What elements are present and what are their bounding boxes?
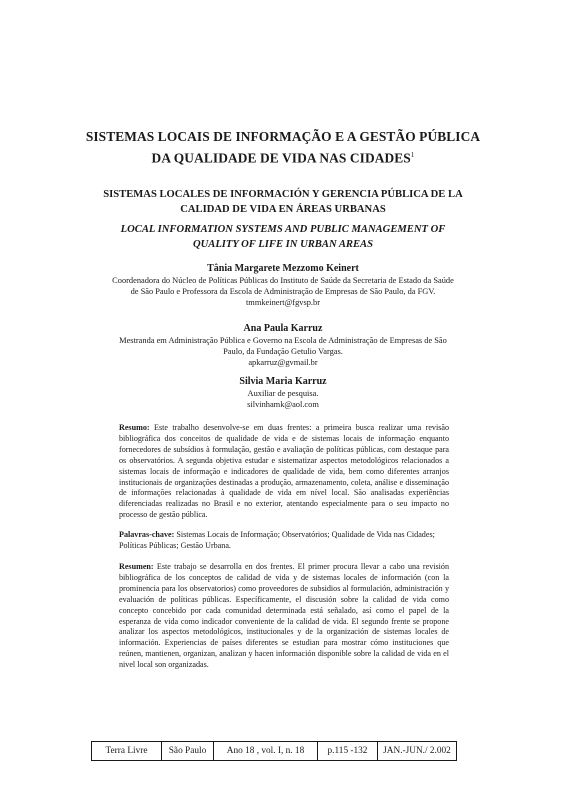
title-line-2: DA QUALIDADE DE VIDA NAS CIDADES$^1$ [151, 150, 415, 166]
journal-name: Terra Livre [92, 742, 162, 760]
author-email: silvinhamk@aol.com [247, 400, 319, 409]
keywords [119, 530, 449, 552]
title-line-1: SISTEMAS LOCAIS DE INFORMAÇÃO E A GESTÃO PÚBLICA [85, 129, 481, 144]
author-1 [100, 262, 466, 308]
journal-info-table [91, 741, 457, 761]
author-2 [100, 322, 466, 368]
author-name: Silvia Maria Karruz [239, 376, 327, 387]
english-title: LOCAL INFORMATION SYSTEMS AND PUBLIC MANAGEMENT OF QUALITY OF LIFE IN URBAN AREAS [120, 224, 446, 250]
author-name: Tânia Margarete Mezzomo Keinert [207, 263, 359, 274]
journal-date: JAN.-JUN./ 2.002 [383, 746, 451, 756]
journal-pages: p.115 -132 [318, 742, 378, 760]
footnote-mark: 1 [410, 151, 415, 159]
author-name: Ana Paula Karruz [243, 323, 323, 334]
author-affiliation: Mestranda em Administração Pública e Governo na Escola de Administração de Empresas de São Paulo, da Fundação Getulio Vargas. apkarruz@gvmail.br [100, 335, 466, 368]
abstract-label: Resumen: [119, 562, 154, 571]
author-3 [100, 375, 466, 410]
journal-city: São Paulo [162, 742, 214, 760]
abstract-label: Resumo: [119, 423, 150, 432]
author-email: tmmkeinert@fgvsp.br [245, 298, 320, 307]
keywords-text: Sistemas Locais de Informação; Observatórios; Qualidade de Vida nas Cidades; Políticas Públicas; Gestão Urbana. [119, 530, 435, 550]
abstract-spanish [119, 562, 449, 671]
abstract-text: Este trabajo se desarrolla en dos frentes. El primer procura llevar a cabo una revisión bibliográfica de los conceptos de calidad de vida y de sistemas locales de información (con la prominencia para los observatorios) como proveedores de subsidios al formulación, administración y evaluación de políticas públicas. Específicamente, el discusión sobre la calidad de vida como concepto concebido por cada comunidad determinada está señalado, así como el papel de la esperanza de vida como indicador conveniente de la calidad de vida. El segundo frente se propone analizar los aspectos metodológicos, institucionales y de la organización de sistemas locales de información. Experiencias de países diferentes se estudian para mostrar cómo instituciones que reúnen, mantienen, organizan, analizan y hacen información disponible sobre la calidad de vida en el nivel local son organizadas. [119, 562, 449, 670]
article-title [60, 127, 506, 167]
keywords-label: Palavras-chave: [119, 530, 175, 539]
abstract-portuguese [119, 423, 449, 521]
author-affiliation: Coordenadora do Núcleo de Políticas Públicas do Instituto de Saúde da Secretaria de Estado da Saúde de São Paulo e Professora da Escola de Administração de Empresas de São Paulo, da FGV. tmmkeinert@fgvsp.br [100, 275, 466, 308]
author-email: apkarruz@gvmail.br [248, 358, 318, 367]
spanish-title: SISTEMAS LOCALES DE INFORMACIÓN Y GERENCIA PÚBLICA DE LA CALIDAD DE VIDA EN ÁREAS URBANAS [103, 189, 463, 215]
author-affiliation: Auxiliar de pesquisa. silvinhamk@aol.com [100, 388, 466, 410]
abstract-text: Este trabalho desenvolve-se em duas frentes: a primeira busca realizar uma revisão bibliográfica dos conceitos de qualidade de vida e de sistemas locais de informação enquanto fornecedores de subsídios à formulação, gestão e avaliação de políticas públicas, com destaque para os observatórios. A segunda objetiva estudar e sistematizar aspectos metodológicos relacionados a sistemas locais de informação e indicadores de qualidade de vida, bem como diferentes arranjos institucionais de organizações destinadas a produção, armazenamento, coleta, análise e disseminação de informações relacionadas à qualidade de vida em nível local. São analisadas experiências diferenciadas realizadas no Brasil e no exterior, atentando especialmente para o seu impacto no processo de gestão pública. [119, 423, 449, 520]
journal-volume: Ano 18 , vol. I, n. 18 [214, 742, 318, 760]
